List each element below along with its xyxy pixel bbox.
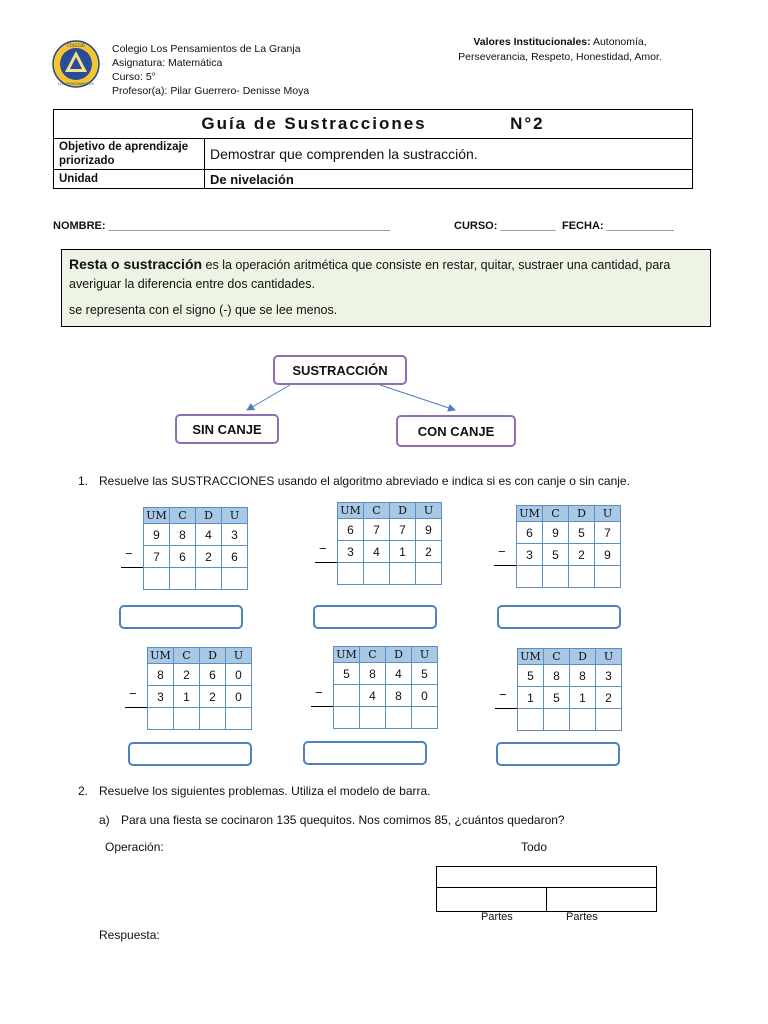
diagram-sin-canje: SIN CANJE: [175, 414, 279, 444]
answer-box-4[interactable]: [128, 742, 252, 766]
result-rule: [495, 708, 517, 709]
values-label: Valores Institucionales:: [473, 36, 591, 48]
grid-header-cell: U: [596, 649, 622, 665]
answer-label: Respuesta:: [99, 928, 160, 942]
grid-subtrahend-cell: 2: [596, 687, 622, 709]
grid-subtrahend-cell: 9: [595, 544, 621, 566]
grid-minuend-cell: 8: [360, 663, 386, 685]
grid-header-cell: U: [412, 647, 438, 663]
grid-result-cell[interactable]: [338, 563, 364, 585]
grid-header-cell: UM: [518, 649, 544, 665]
logo-text-bottom: LOS PENSAMIENTOS: [58, 82, 94, 86]
values-line2: Perseverancia, Respeto, Honestidad, Amor.: [458, 51, 662, 63]
grid-header-cell: D: [386, 647, 412, 663]
course-info: Curso: 5°: [112, 71, 156, 83]
grid-minuend-cell: 5: [334, 663, 360, 685]
grid-subtrahend-cell: 5: [544, 687, 570, 709]
grid-subtrahend-cell: 5: [543, 544, 569, 566]
grid-result-cell[interactable]: [222, 568, 248, 590]
grid-minuend-cell: 8: [570, 665, 596, 687]
name-field[interactable]: NOMBRE: ______________________________________________: [53, 220, 391, 232]
grid-result-cell[interactable]: [518, 709, 544, 731]
problem-a-label: a): [99, 813, 110, 827]
grid-subtrahend-cell: 1: [570, 687, 596, 709]
minus-sign: −: [498, 544, 506, 559]
answer-box-1[interactable]: [119, 605, 243, 629]
grid-minuend-cell: 9: [144, 524, 170, 546]
grid-minuend-cell: 6: [200, 664, 226, 686]
grid-result-cell[interactable]: [334, 707, 360, 729]
unit-label: Unidad: [54, 170, 205, 189]
grid-header-cell: C: [544, 649, 570, 665]
grid-result-cell[interactable]: [196, 568, 222, 590]
grid-header-cell: C: [174, 648, 200, 664]
grid-minuend-cell: 5: [412, 663, 438, 685]
unit-text: De nivelación: [205, 170, 693, 189]
exercise2-number: 2.: [78, 784, 89, 798]
grid-header-cell: U: [226, 648, 252, 664]
grid-header-cell: D: [569, 506, 595, 522]
bar-model-part-1[interactable]: [436, 887, 547, 912]
grid-minuend-cell: 4: [196, 524, 222, 546]
grid-minuend-cell: 2: [174, 664, 200, 686]
grid-header-cell: UM: [144, 508, 170, 524]
exercise1-number: 1.: [78, 474, 89, 488]
grid-subtrahend-cell: 4: [364, 541, 390, 563]
grid-result-cell[interactable]: [543, 566, 569, 588]
bar-model-part-2[interactable]: [546, 887, 657, 912]
grid-header-cell: D: [196, 508, 222, 524]
diagram-root: SUSTRACCIÓN: [273, 355, 407, 385]
subtraction-grid-4: [147, 647, 252, 730]
diagram-con-canje: CON CANJE: [396, 415, 516, 447]
grid-result-cell[interactable]: [386, 707, 412, 729]
course-field[interactable]: CURSO: _________: [454, 220, 556, 232]
grid-header-cell: UM: [148, 648, 174, 664]
definition-sign: se representa con el signo (-) que se lee menos.: [69, 303, 338, 317]
grid-subtrahend-cell: 8: [386, 685, 412, 707]
grid-subtrahend-cell: 3: [338, 541, 364, 563]
grid-minuend-cell: 6: [338, 519, 364, 541]
result-rule: [121, 567, 143, 568]
grid-result-cell[interactable]: [390, 563, 416, 585]
grid-result-cell[interactable]: [226, 708, 252, 730]
subtraction-grid-3: [516, 505, 621, 588]
grid-subtrahend-cell: 0: [412, 685, 438, 707]
guide-title-text: Guía de Sustracciones: [201, 114, 427, 133]
grid-header-cell: D: [570, 649, 596, 665]
subtraction-grid-6: [517, 648, 622, 731]
grid-subtrahend-cell: [334, 685, 360, 707]
result-rule: [494, 565, 516, 566]
grid-header-cell: UM: [334, 647, 360, 663]
grid-header-cell: UM: [338, 503, 364, 519]
grid-header-cell: U: [222, 508, 248, 524]
grid-subtrahend-cell: 6: [222, 546, 248, 568]
grid-minuend-cell: 3: [596, 665, 622, 687]
subject: Asignatura: Matemática: [112, 57, 223, 69]
minus-sign: −: [129, 686, 137, 701]
grid-result-cell[interactable]: [170, 568, 196, 590]
subtraction-grid-5: [333, 646, 438, 729]
grid-result-cell[interactable]: [416, 563, 442, 585]
definition-text: es la operación aritmética que consiste en restar, quitar, sustraer una cantidad, para averiguar la diferencia entre dos cantidades.: [69, 258, 671, 291]
grid-minuend-cell: 4: [386, 663, 412, 685]
grid-result-cell[interactable]: [148, 708, 174, 730]
grid-result-cell[interactable]: [364, 563, 390, 585]
grid-header-cell: U: [416, 503, 442, 519]
minus-sign: −: [125, 546, 133, 561]
answer-box-3[interactable]: [497, 605, 621, 629]
teachers: Profesor(a): Pilar Guerrero- Denisse Moya: [112, 85, 310, 97]
grid-subtrahend-cell: 2: [196, 546, 222, 568]
grid-minuend-cell: 5: [569, 522, 595, 544]
grid-subtrahend-cell: 3: [517, 544, 543, 566]
grid-minuend-cell: 8: [170, 524, 196, 546]
guide-number: N°2: [510, 114, 545, 133]
grid-minuend-cell: 7: [390, 519, 416, 541]
bar-model-todo: Todo: [521, 840, 548, 854]
answer-box-2[interactable]: [313, 605, 437, 629]
grid-result-cell[interactable]: [412, 707, 438, 729]
grid-subtrahend-cell: 4: [360, 685, 386, 707]
grid-minuend-cell: 8: [148, 664, 174, 686]
problem-a-text: Para una fiesta se cocinaron 135 quequitos. Nos comimos 85, ¿cuántos quedaron?: [121, 813, 565, 827]
grid-subtrahend-cell: 1: [518, 687, 544, 709]
grid-result-cell[interactable]: [200, 708, 226, 730]
answer-box-6[interactable]: [496, 742, 620, 766]
grid-result-cell[interactable]: [595, 566, 621, 588]
bar-model-parts-1-label: Partes: [481, 911, 513, 923]
grid-minuend-cell: 8: [544, 665, 570, 687]
grid-subtrahend-cell: 2: [200, 686, 226, 708]
grid-subtrahend-cell: 7: [144, 546, 170, 568]
grid-header-cell: D: [390, 503, 416, 519]
arrow-right: [380, 385, 455, 410]
exercise2-instruction: Resuelve los siguientes problemas. Utiliza el modelo de barra.: [99, 784, 431, 798]
grid-minuend-cell: 9: [416, 519, 442, 541]
grid-subtrahend-cell: 2: [416, 541, 442, 563]
grid-minuend-cell: 9: [543, 522, 569, 544]
grid-header-cell: C: [170, 508, 196, 524]
subtraction-grid-2: [337, 502, 442, 585]
definition-term: Resta o sustracción: [69, 256, 203, 272]
values-text: Autonomía,: [590, 36, 647, 48]
grid-subtrahend-cell: 6: [170, 546, 196, 568]
grid-result-cell[interactable]: [144, 568, 170, 590]
grid-subtrahend-cell: 3: [148, 686, 174, 708]
grid-subtrahend-cell: 0: [226, 686, 252, 708]
grid-result-cell[interactable]: [517, 566, 543, 588]
exercise1-instruction: Resuelve las SUSTRACCIONES usando el algoritmo abreviado e indica si es con canje o sin canje.: [99, 474, 630, 488]
minus-sign: −: [315, 685, 323, 700]
result-rule: [311, 706, 333, 707]
grid-result-cell[interactable]: [569, 566, 595, 588]
minus-sign: −: [499, 687, 507, 702]
date-field[interactable]: FECHA: ___________: [562, 220, 674, 232]
bar-model-parts-2-label: Partes: [566, 911, 598, 923]
grid-header-cell: UM: [517, 506, 543, 522]
grid-subtrahend-cell: 2: [569, 544, 595, 566]
grid-header-cell: C: [543, 506, 569, 522]
objective-label: Objetivo de aprendizaje priorizado: [54, 139, 205, 170]
grid-header-cell: C: [360, 647, 386, 663]
grid-minuend-cell: 7: [364, 519, 390, 541]
result-rule: [315, 562, 337, 563]
arrow-left: [247, 385, 290, 410]
grid-result-cell[interactable]: [570, 709, 596, 731]
operation-label: Operación:: [105, 840, 164, 854]
grid-minuend-cell: 0: [226, 664, 252, 686]
grid-result-cell[interactable]: [360, 707, 386, 729]
grid-minuend-cell: 7: [595, 522, 621, 544]
result-rule: [125, 707, 147, 708]
subtraction-grid-1: [143, 507, 248, 590]
grid-result-cell[interactable]: [174, 708, 200, 730]
school-name: Colegio Los Pensamientos de La Granja: [112, 43, 301, 55]
grid-subtrahend-cell: 1: [390, 541, 416, 563]
grid-header-cell: C: [364, 503, 390, 519]
grid-result-cell[interactable]: [544, 709, 570, 731]
grid-subtrahend-cell: 1: [174, 686, 200, 708]
grid-minuend-cell: 6: [517, 522, 543, 544]
minus-sign: −: [319, 541, 327, 556]
answer-box-5[interactable]: [303, 741, 427, 765]
grid-result-cell[interactable]: [596, 709, 622, 731]
grid-header-cell: U: [595, 506, 621, 522]
grid-minuend-cell: 5: [518, 665, 544, 687]
grid-minuend-cell: 3: [222, 524, 248, 546]
objective-text: Demostrar que comprenden la sustracción.: [205, 139, 693, 170]
bar-model-whole[interactable]: [436, 866, 657, 888]
logo-text-top: COLEGIO: [66, 43, 86, 48]
grid-header-cell: D: [200, 648, 226, 664]
diagram-arrows: [0, 0, 768, 460]
